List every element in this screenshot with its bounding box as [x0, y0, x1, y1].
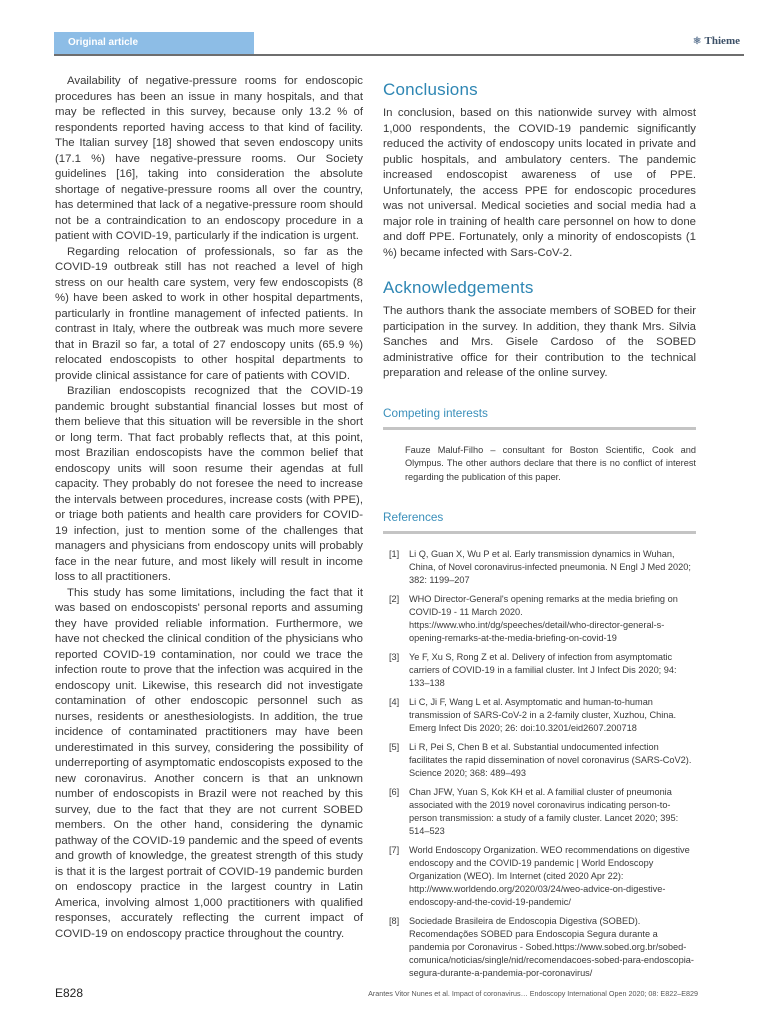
body-paragraph: This study has some limitations, including the fact that it was based on endoscopists' personal reports and assuming they have provided reliable information. Furthermore, we have not checked the clinical condition of the physicians who reported COVID-19 contamination, nor could we trace the infection route to prove that the infection was acquired in the endoscopy unit. Likewise, this research did not investigate contamination of other endoscopic personnel such as nurses, residents or anesthesiologists. In addition, the true incidence of contaminated practitioners may have been underestimated in this survey, considering the possibility of underreporting of asymptomatic endoscopists exposed to the new coronavirus. Another concern is that an unknown number of endoscopists in Brazil were not reached by this survey, due to the fact that they are not current SOBED members. On the other hand, considering the dynamic pathway of the COVID-19 pandemic and the speed of events and growth of knowledge, the greatest strength of this study is that it is the largest portrait of COVID-19 pandemic burden on endoscopy practice in the largest country in Latin America, involving almost 1,000 practitioners with qualified responses, accurately reflecting the current impact of COVID-19 on endoscopy practice throughout the country.	[55, 586, 363, 940]
section-divider	[383, 531, 696, 534]
reference-number: [3]	[389, 652, 400, 662]
page-header	[54, 32, 744, 56]
reference-item	[389, 741, 696, 780]
conclusions-text: In conclusion, based on this nationwide survey with almost 1,000 respondents, the COVID-19 pandemic significantly reduced the activity of endoscopy units located in private and public hospitals, and ambulatory centers. The pandemic increased endoscopist awareness of use of PPE. Unfortunately, the access PPE for endoscopic procedures was not universal. Medical societies and social media had a major role in training of health care personnel on how to done and doff PPE. Fortunately, only a minority of endoscopists (1 %) became infected with Sars-CoV-2.	[383, 107, 696, 259]
body-paragraph: Regarding relocation of professionals, so far as the COVID-19 outbreak still has not reached a level of high stress on our health care system, very few endoscopists (8 %) have been asked to work in other hospital departments, particularly in frontline management of infected patients. In contrast in Italy, where the outbreak was much more severe that in Brazil so far, a total of 27 endoscopy units (65.9 %) relocated endoscopists to other hospital departments to provide clinical assistance for care of patients with COVID.	[55, 245, 363, 382]
acknowledgements-section	[383, 278, 696, 382]
reference-number: [8]	[389, 916, 400, 926]
conclusions-section	[383, 80, 696, 261]
reference-text: Sociedade Brasileira de Endoscopia Digestiva (SOBED). Recomendações SOBED para Endoscopia Segura durante a pandemia por Coronavirus - Sobed.https://www.sobed.org.br/sobed-comunica/noticias/single/nid/recomendacoes-sobed-para-endoscopia-segura-durante-a-pandemia-por-coronavirus/	[409, 916, 694, 978]
reference-number: [4]	[389, 697, 400, 707]
footer-citation: Arantes Vitor Nunes et al. Impact of coronavirus… Endoscopy International Open 2020; 08: E822–E829	[368, 989, 698, 998]
reference-text: WHO Director-General's opening remarks at the media briefing on COVID-19 - 11 March 2020. https://www.who.int/dg/speeches/detail/who-director-general-s-opening-remarks-at-the-media-briefing-on-covid-19	[409, 594, 678, 643]
reference-text: World Endoscopy Organization. WEO recommendations on digestive endoscopy and the COVID-19 pandemic | World Endoscopy Organization (WEO). Im Internet (cited 2020 Apr 22): http://www.worldendo.org/2020/03/24/weo-advice-on-digestive-endoscopy-and-the-covid-19-pandemic/	[409, 845, 690, 907]
reference-number: [5]	[389, 742, 400, 752]
reference-item	[389, 915, 696, 980]
reference-text: Li Q, Guan X, Wu P et al. Early transmission dynamics in Wuhan, China, of Novel coronavirus-infected pneumonia. N Engl J Med 2020; 382: 1199–207	[409, 549, 691, 585]
reference-item	[389, 651, 696, 690]
reference-text: Ye F, Xu S, Rong Z et al. Delivery of infection from asymptomatic carriers of COVID-19 in a familial cluster. Int J Infect Dis 2020; 94: 133–138	[409, 652, 677, 688]
reference-item	[389, 548, 696, 587]
body-paragraph: Availability of negative-pressure rooms for endoscopic procedures has been an issue in many hospitals, and that may be reflected in this survey, because only 13.2 % of respondents reported having access to that kind of facility. The Italian survey [18] showed that seven endoscopy units (17.1 %) have negative-pressure rooms. Our Society guidelines [16], taking into consideration the absolute shortage of negative-pressure rooms all over the country, has determined that lack of a negative-pressure room should not be a contraindication to an endoscopy procedure in a patient with COVID-19, particularly if the indication is urgent.	[55, 75, 363, 242]
publisher-name: Thieme	[704, 35, 740, 47]
left-column	[55, 74, 363, 942]
reference-list	[383, 548, 696, 980]
references-section	[383, 510, 696, 980]
reference-item	[389, 786, 696, 838]
references-heading: References	[383, 510, 444, 524]
reference-number: [1]	[389, 549, 400, 559]
acknowledgements-text: The authors thank the associate members of SOBED for their participation in the survey. In addition, they thank Mrs. Silvia Sanches and Mrs. Gisele Cardoso of the SOBED administrative office for their contribution to the technical preparation and release of the online survey.	[383, 305, 696, 379]
competing-interests-section	[383, 406, 696, 485]
reference-number: [2]	[389, 594, 400, 604]
header-divider	[54, 54, 744, 56]
competing-interests-heading: Competing interests	[383, 405, 488, 420]
body-paragraph: Brazilian endoscopists recognized that the COVID-19 pandemic brought substantial financial losses but most of them believe that this situation will be reversible in the short or long term. That fact probably reflects that, at this point, most Brazilian endoscopists have the common belief that endoscopy units will soon resume their agendas at full capacity. They probably do not foresee the need to increase the intervals between procedures, increase costs (with PPE), or triage both patients and health care providers for COVID-19 infection, just to mention some of the challenges that managers and physicians from endoscopy units will probably face in the near future, and most likely will result in income loss to all practitioners.	[55, 385, 363, 583]
reference-item	[389, 696, 696, 735]
page-number: E828	[55, 986, 84, 1000]
publisher-logo	[693, 35, 740, 47]
competing-interests-text: Fauze Maluf-Filho – consultant for Boston Scientific, Cook and Olympus. The other authors declare that there is no conflict of interest regarding the publication of this paper.	[405, 444, 696, 482]
reference-item	[389, 844, 696, 909]
section-divider	[383, 427, 696, 430]
reference-text: Chan JFW, Yuan S, Kok KH et al. A familial cluster of pneumonia associated with the 2019 novel coronavirus indicating person-to-person transmission: a study of a family cluster. Lancet 2020; 395: 514–523	[409, 787, 679, 836]
section-label: Original article	[54, 32, 254, 54]
acknowledgements-heading: Acknowledgements	[383, 278, 534, 297]
reference-number: [7]	[389, 845, 400, 855]
conclusions-heading: Conclusions	[383, 80, 478, 99]
right-column	[383, 80, 696, 986]
reference-number: [6]	[389, 787, 400, 797]
reference-text: Li C, Ji F, Wang L et al. Asymptomatic and human-to-human transmission of SARS-CoV-2 in a 2-family cluster, Xuzhou, China. Emerg Infect Dis 2020; 26: doi:10.3201/eid2607.200718	[409, 697, 677, 733]
reference-item	[389, 593, 696, 645]
reference-text: Li R, Pei S, Chen B et al. Substantial undocumented infection facilitates the rapid dissemination of novel coronavirus (SARS-CoV2). Science 2020; 368: 489–493	[409, 742, 692, 778]
thieme-logo-icon: ⚛	[692, 35, 702, 47]
